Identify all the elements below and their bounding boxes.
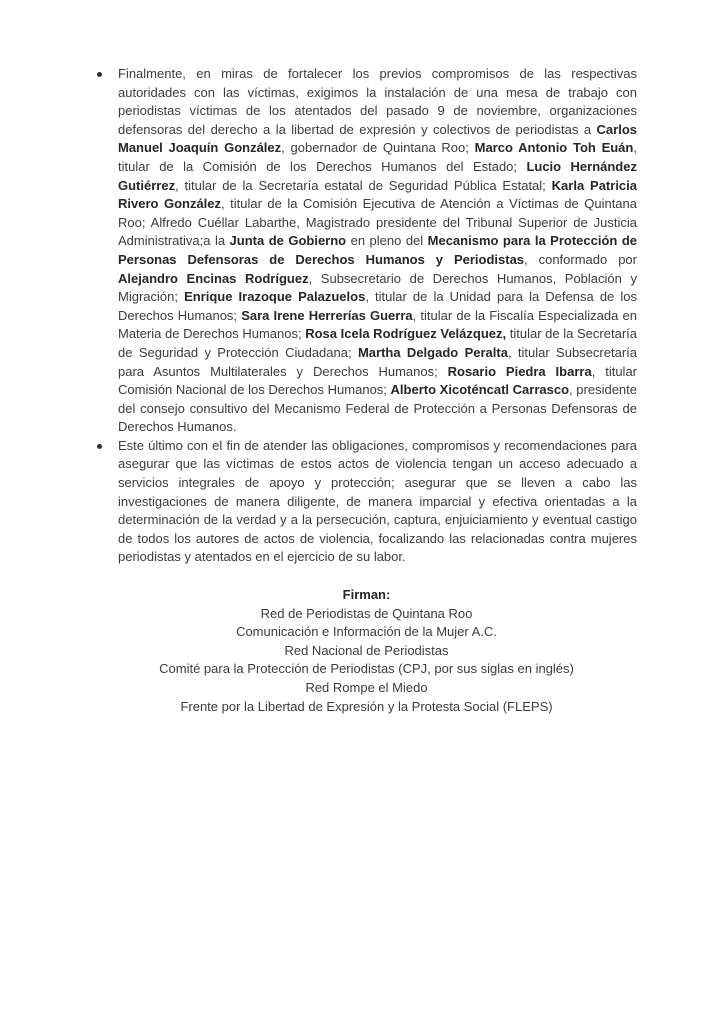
bullet-item-demands [96, 65, 637, 437]
bullet-icon [97, 72, 102, 77]
signatory: Comunicación e Información de la Mujer A.C. [236, 624, 497, 640]
signatures-heading: Firman: [342, 587, 391, 603]
signatory: Red Nacional de Periodistas [284, 642, 449, 658]
bullet-icon [97, 444, 102, 449]
signatory: Frente por la Libertad de Expresión y la Protesta Social (FLEPS) [180, 698, 553, 714]
signatures-block [96, 586, 637, 716]
bullet-item-obligations [96, 437, 637, 567]
bullet-list [96, 65, 637, 567]
paragraph-obligations: Este último con el fin de atender las obligaciones, compromisos y recomendaciones para asegurar que las víctimas de estos actos de violencia tengan un acceso adecuado a servicios integrales de apoyo y protección; asegurar que se lleven a cabo las investigaciones de manera diligente, de manera imparcial y efectiva orientadas a la determinación de la verdad y a la persecución, captura, enjuiciamiento y eventual castigo de todos los autores de actos de violencia, focalizando las relacionadas contra mujeres periodistas y atentados en el ejercicio de su labor. [118, 437, 637, 565]
paragraph-demands: Finalmente, en miras de fortalecer los previos compromisos de las respectivas autoridades con las víctimas, exigimos la instalación de una mesa de trabajo con periodistas víctimas de los atentados del pasado 9 de noviembre, organizaciones defensoras del derecho a la libertad de expresión y colectivos de periodistas a Carlos Manuel Joaquín González, gobernador de Quintana Roo; Marco Antonio Toh Euán, titular de la Comisión de los Derechos Humanos del Estado; Lucio Hernández Gutiérrez, titular de la Secretaría estatal de Seguridad Pública Estatal; Karla Patricia Rivero González, titular de la Comisión Ejecutiva de Atención a Víctimas de Quintana Roo; Alfredo Cuéllar Labarthe, Magistrado presidente del Tribunal Superior de Justicia Administrativa;a la Junta de Gobierno en pleno del Mecanismo para la Protección de Personas Defensoras de Derechos Humanos y Periodistas, conformado por Alejandro Encinas Rodríguez, Subsecretario de Derechos Humanos, Población y Migración; Enrique Irazoque Palazuelos, titular de la Unidad para la Defensa de los Derechos Humanos; Sara Irene Herrerías Guerra, titular de la Fiscalía Especializada en Materia de Derechos Humanos; Rosa Icela Rodríguez Velázquez, titular de la Secretaría de Seguridad y Protección Ciudadana; Martha Delgado Peralta, titular Subsecretaría para Asuntos Multilaterales y Derechos Humanos; Rosario Piedra Ibarra, titular Comisión Nacional de los Derechos Humanos; Alberto Xicoténcatl Carrasco, presidente del consejo consultivo del Mecanismo Federal de Protección a Personas Defensoras de Derechos Humanos. [118, 66, 638, 435]
signatory: Comité para la Protección de Periodistas (CPJ, por sus siglas en inglés) [159, 661, 574, 677]
signatory: Red Rompe el Miedo [305, 680, 428, 695]
signatory: Red de Periodistas de Quintana Roo [260, 605, 473, 621]
